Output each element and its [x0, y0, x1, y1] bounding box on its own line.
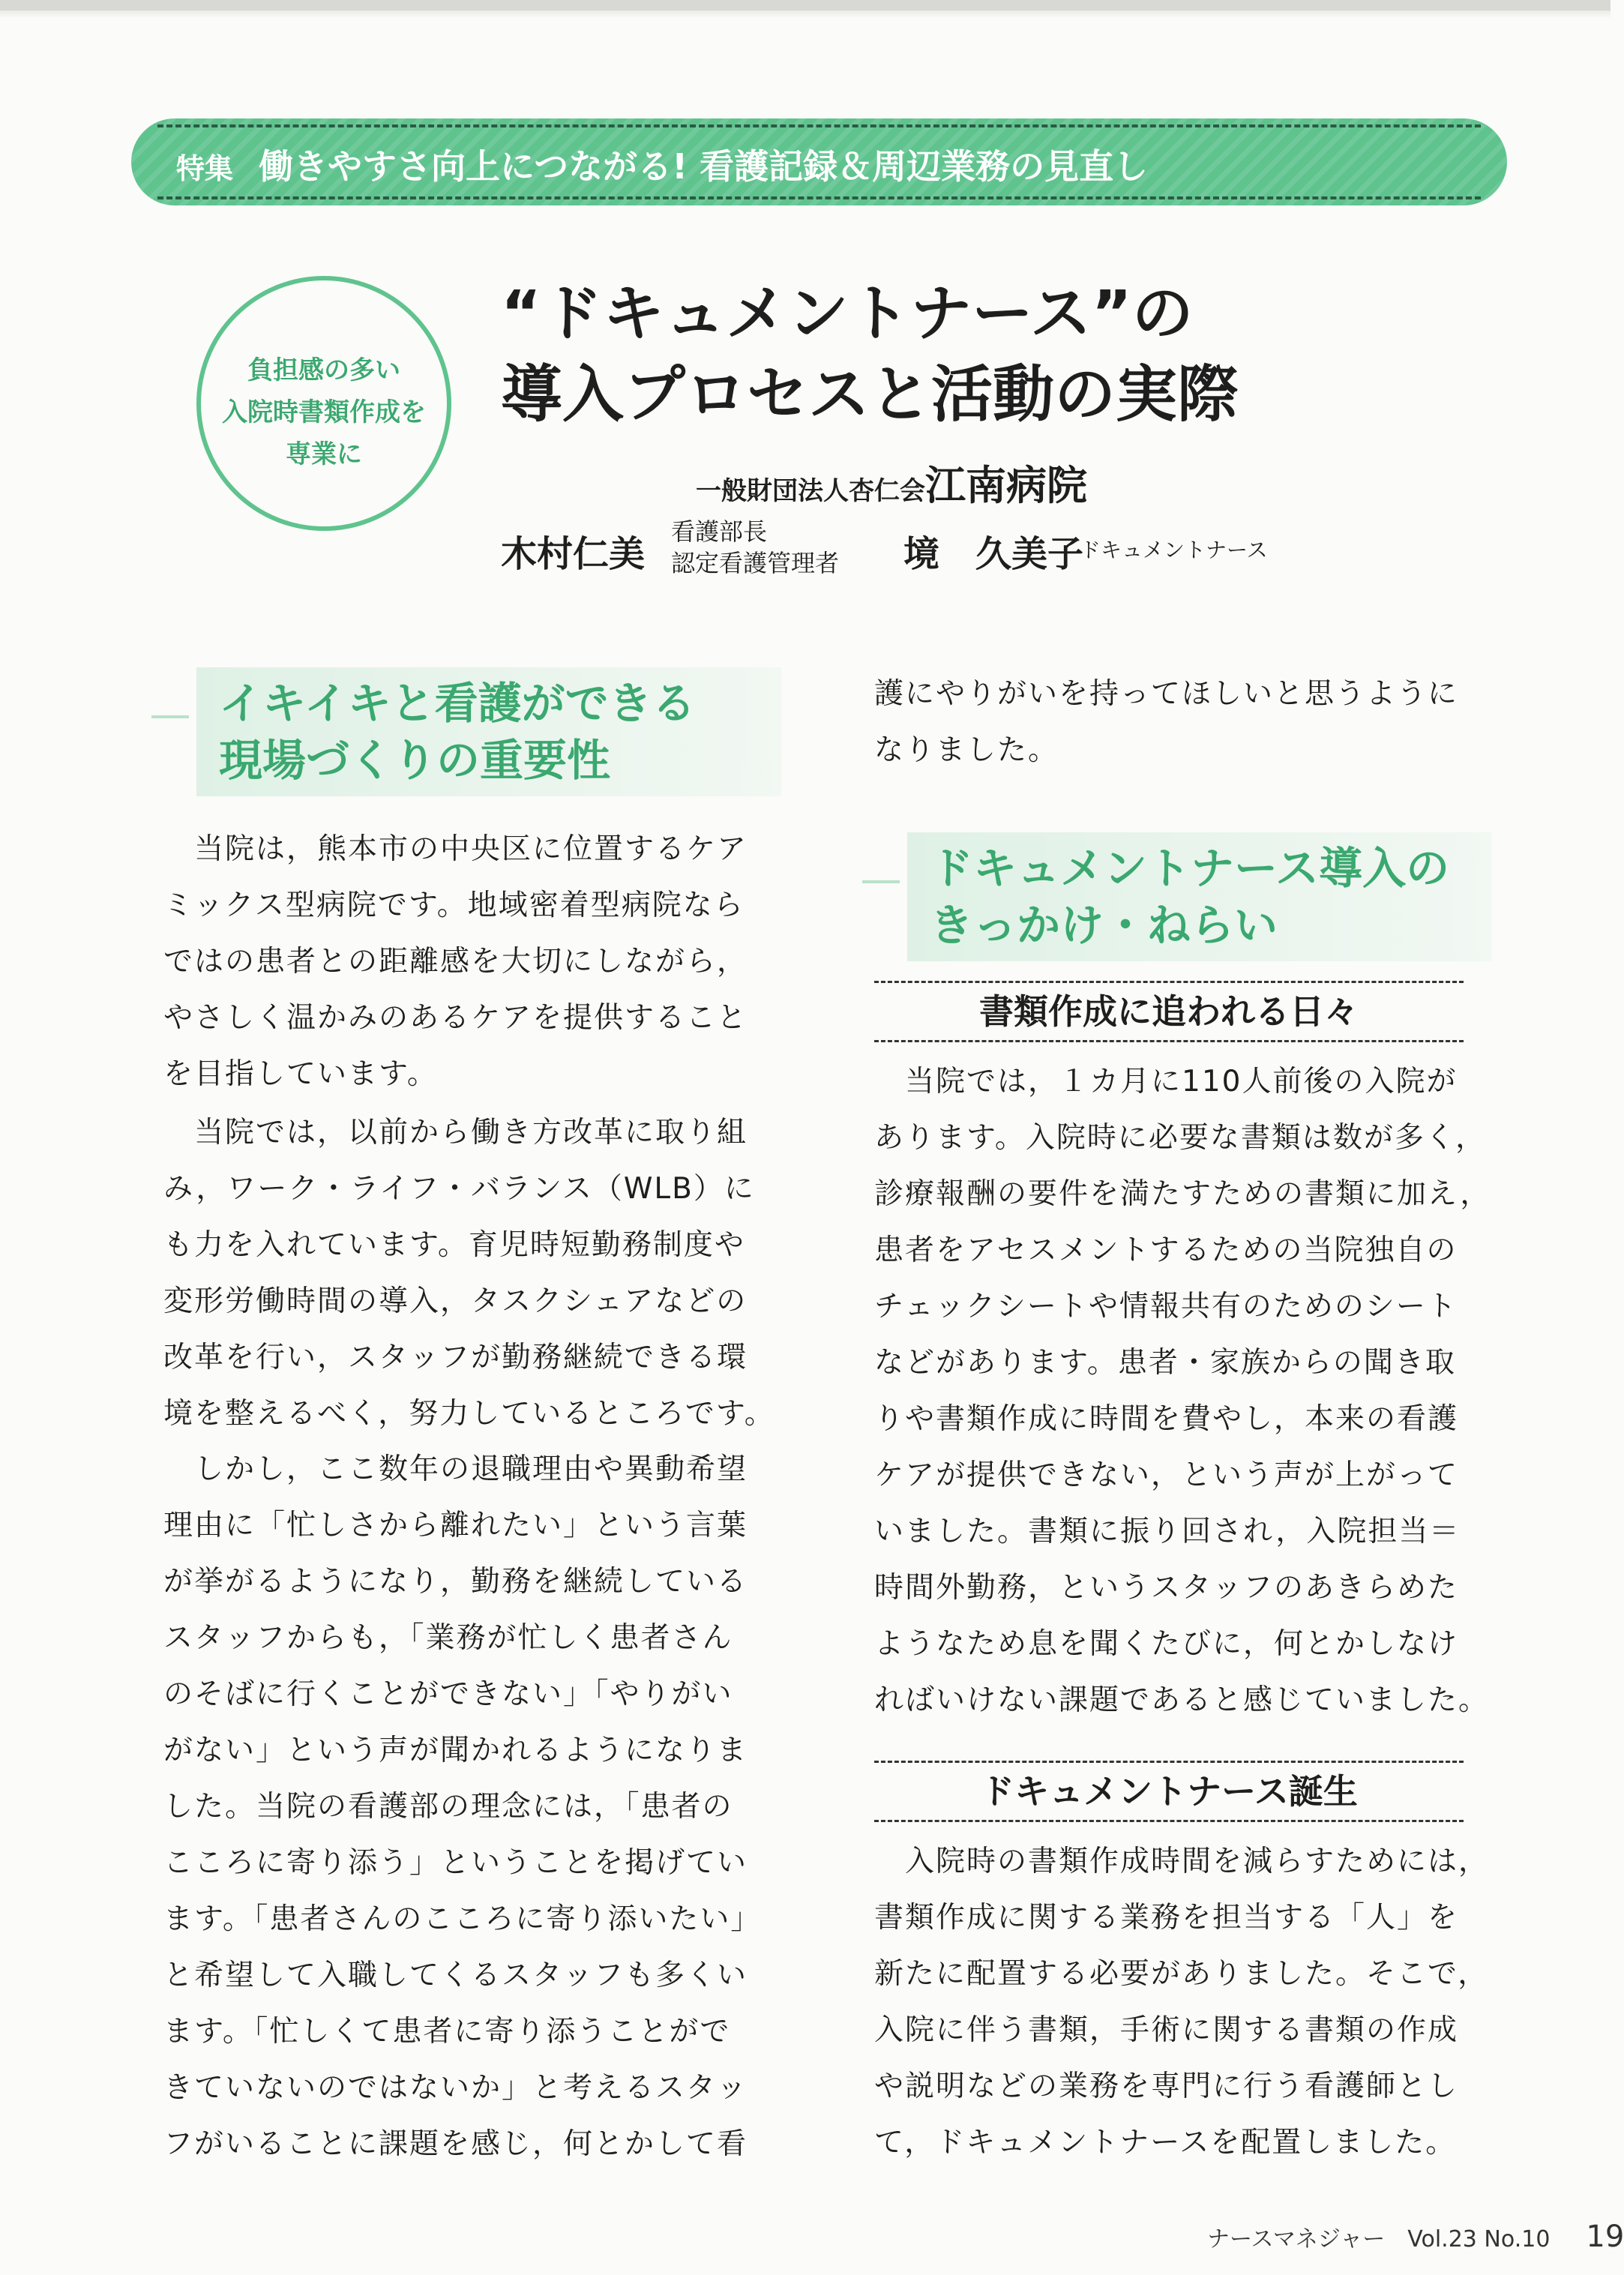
text-line: 境を整えるべく，努力しているところです。 [163, 1397, 775, 1431]
author-role: 認定看護管理者 [671, 549, 840, 577]
lead-line: 専業に [286, 439, 362, 469]
text-line: 改革を行い，スタッフが勤務継続できる環 [163, 1341, 748, 1374]
right-paragraph-1 [874, 1054, 1491, 1728]
subheading-1: 書類作成に追われる日々 [874, 981, 1464, 1042]
text-line: がない」という声が聞かれるようになりま [163, 1734, 748, 1767]
section-heading-line: イキイキと看護ができる [219, 678, 696, 729]
text-line: 患者をアセスメントするための当院独自の [874, 1233, 1458, 1267]
section-heading-2 [907, 832, 1492, 961]
subheading-2: ドキュメントナース誕生 [874, 1761, 1464, 1822]
text-line: 新たに配置する必要がありました。そこで， [874, 1957, 1489, 1991]
text-line: ます。「忙しくて患者に寄り添うことがで [163, 2015, 731, 2049]
text-line: などがあります。患者・家族からの聞き取 [874, 1346, 1456, 1380]
text-line: 当院では，１カ月に110人前後の入院が [874, 1065, 1458, 1099]
text-line: やさしく温かみのあるケアを提供すること [163, 1001, 748, 1035]
text-line: りや書類作成に時間を費やし，本来の看護 [874, 1402, 1459, 1436]
left-paragraph-1 [163, 821, 748, 1102]
organization [696, 454, 1087, 511]
text-line: ではの患者との距離感を大切にしながら， [163, 945, 748, 979]
text-line: 時間外勤務，というスタッフのあきらめた [874, 1571, 1459, 1605]
text-line: なりました。 [874, 733, 1059, 767]
title-line-1: “ドキュメントナース”の [501, 278, 1194, 349]
title-line-2: 導入プロセスと活動の実際 [501, 359, 1239, 430]
lead-line: 入院時書類作成を [222, 397, 426, 427]
section-heading-line: ドキュメントナース導入の [930, 843, 1450, 894]
right-paragraph-2 [874, 1833, 1489, 2171]
author-role-2: ドキュメントナース [1080, 538, 1268, 562]
text-line: いました。書類に振り回され，入院担当＝ [874, 1515, 1461, 1548]
org-prefix: 一般財団法人杏仁会 [696, 476, 925, 506]
lead-circle-text [201, 349, 447, 475]
lead-line: 負担感の多い [247, 355, 400, 385]
scan-shadow [0, 10, 1611, 18]
text-line: ればいけない課題であると感じていました。 [874, 1683, 1490, 1717]
text-line: や説明などの業務を専門に行う看護師とし [874, 2070, 1459, 2103]
text-line: 当院では，以前から働き方改革に取り組 [163, 1116, 748, 1149]
text-line: のそばに行くことができない」「やりがい [163, 1677, 733, 1711]
text-line: が挙がるようになり，勤務を継続している [163, 1565, 748, 1599]
text-line: こころに寄り添う」ということを掲げてい [163, 1846, 748, 1880]
text-line: ミックス型病院です。地域密着型病院なら [163, 889, 745, 922]
text-line: しかし，ここ数年の退職理由や異動希望 [163, 1452, 748, 1486]
lead-circle [196, 276, 451, 531]
text-line: チェックシートや情報共有のためのシート [874, 1290, 1458, 1323]
text-line: 理由に「忙しさから離れたい」という言葉 [163, 1509, 748, 1542]
author-roles-1 [671, 516, 839, 579]
text-line: て，ドキュメントナースを配置しました。 [874, 2126, 1457, 2160]
page-footer [1207, 2220, 1624, 2254]
left-paragraph-3 [163, 1441, 761, 2172]
banner-dash-top [157, 124, 1481, 127]
text-line: み，ワーク・ライフ・バランス（WLB）に [163, 1172, 755, 1206]
right-paragraph-continued [874, 666, 1458, 778]
feature-banner [131, 118, 1507, 205]
text-line: 入院時の書類作成時間を減らすためには， [874, 1845, 1490, 1878]
text-line: ようなため息を聞くたびに，何とかしなけ [874, 1627, 1459, 1661]
author-name-2: 境 久美子 [903, 533, 1084, 575]
article-title [501, 274, 1239, 436]
text-line: 書類作成に関する業務を担当する「人」を [874, 1901, 1459, 1935]
text-line: 入院に伴う書類，手術に関する書類の作成 [874, 2013, 1459, 2047]
text-line: フがいることに課題を感じ，何とかして看 [163, 2127, 748, 2161]
text-line: 当院は，熊本市の中央区に位置するケア [163, 832, 748, 866]
text-line: ます。「患者さんのこころに寄り添いたい」 [163, 1902, 762, 1936]
text-line: きていないのではないか」と考えるスタッ [163, 2071, 748, 2105]
text-line: スタッフからも，「業務が忙しく患者さん [163, 1621, 733, 1655]
text-line: と希望して入職してくるスタッフも多くい [163, 1959, 748, 1992]
section-heading-1 [196, 667, 781, 796]
magazine-name: ナースマネジャー Vol.23 No.10 [1207, 2226, 1551, 2253]
banner-title: 働きやすさ向上につながる! 看護記録＆周辺業務の見直し [259, 146, 1149, 187]
text-line: も力を入れています。育児時短勤務制度や [163, 1228, 745, 1262]
text-line: ケアが提供できない，という声が上がって [874, 1458, 1459, 1492]
author-role: 看護部長 [671, 517, 768, 546]
section-heading-line: 現場づくりの重要性 [219, 735, 611, 786]
text-line: あります。入院時に必要な書類は数が多く， [874, 1121, 1487, 1155]
author-name-1: 木村仁美 [501, 533, 646, 575]
banner-text [176, 139, 1148, 189]
text-line: した。当院の看護部の理念には，「患者の [163, 1790, 733, 1824]
banner-dash-bottom [157, 196, 1481, 199]
text-line: 護にやりがいを持ってほしいと思うように [874, 677, 1459, 711]
text-line: 変形労働時間の導入，タスクシェアなどの [163, 1284, 748, 1318]
banner-tag: 特集 [176, 152, 234, 185]
left-paragraph-2 [163, 1105, 775, 1442]
page-number: 19 [1586, 2220, 1624, 2254]
text-line: 診療報酬の要件を満たすための書類に加え， [874, 1177, 1491, 1211]
org-name: 江南病院 [925, 462, 1087, 509]
section-heading-line: きっかけ・ねらい [930, 900, 1278, 951]
scan-edge [0, 0, 1611, 10]
text-line: を目指しています。 [163, 1057, 438, 1091]
